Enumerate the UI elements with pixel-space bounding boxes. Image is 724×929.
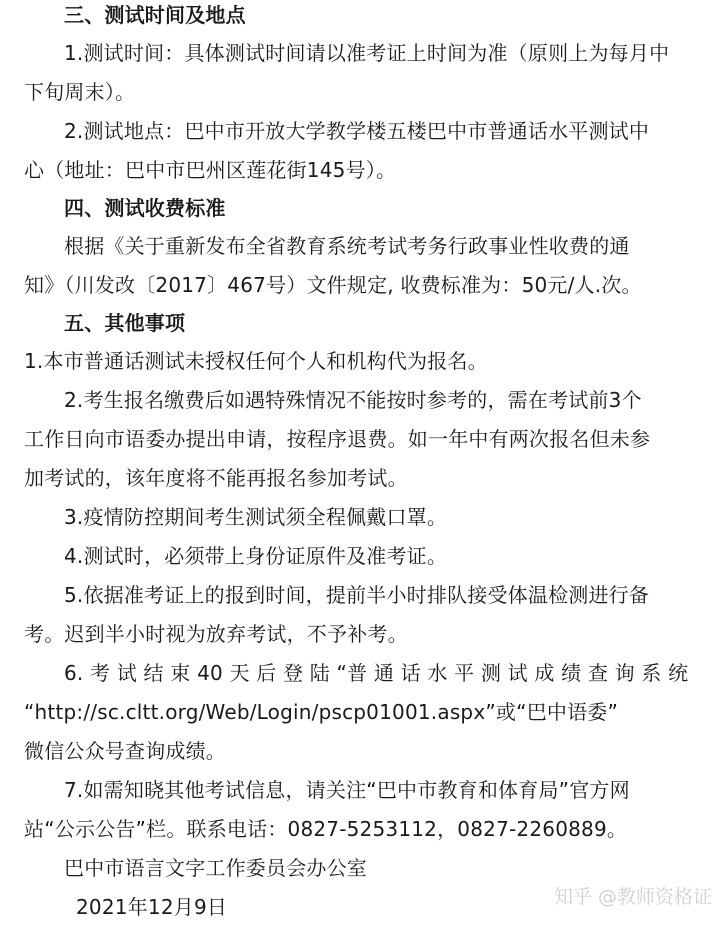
section-4-para-line-1: 根据《关于重新发布全省教育系统考试考务行政事业性收费的通 bbox=[64, 234, 630, 258]
issue-date: 2021年12月9日 bbox=[76, 895, 228, 919]
section-3-item-2-line-1: 2.测试地点：巴中市开放大学教学楼五楼巴中市普通话水平测试中 bbox=[64, 119, 650, 143]
section-5-item-7-line-1: 7.如需知晓其他考试信息，请关注“巴中市教育和体育局”官方网 bbox=[64, 778, 630, 802]
section-5-item-5-line-2: 考。迟到半小时视为放弃考试，不予补考。 bbox=[24, 622, 408, 646]
section-5-item-6-line-2: “http://sc.cltt.org/Web/Login/pscp01001.aspx”或“巴中语委” bbox=[24, 700, 619, 724]
section-5-item-2-line-1: 2.考生报名缴费后如遇特殊情况不能按时参考的，需在考试前3个 bbox=[64, 388, 642, 412]
section-5-item-3: 3.疫情防控期间考生测试须全程佩戴口罩。 bbox=[64, 505, 448, 529]
zhihu-watermark: 知乎 @教师资格证 bbox=[553, 886, 712, 908]
section-4-heading: 四、测试收费标准 bbox=[64, 196, 226, 220]
section-5-item-2-line-2: 工作日向市语委办提出申请，按程序退费。如一年中有两次报名但未参 bbox=[24, 427, 651, 451]
section-5-item-7-line-2: 站“公示公告”栏。联系电话：0827-5253112，0827-2260889。 bbox=[24, 817, 628, 841]
section-3-item-2-line-2: 心（地址：巴中市巴州区莲花街145号）。 bbox=[24, 158, 397, 182]
section-5-item-4: 4.测试时，必须带上身份证原件及准考证。 bbox=[64, 544, 448, 568]
section-3-item-1-line-2: 下旬周末）。 bbox=[24, 80, 136, 104]
section-3-item-1-line-1: 1.测试时间：具体测试时间请以准考证上时间为准（原则上为每月中 bbox=[64, 41, 670, 65]
section-5-item-6-line-3: 微信公众号查询成绩。 bbox=[24, 739, 226, 763]
section-5-item-1: 1.本市普通话测试未授权任何个人和机构代为报名。 bbox=[24, 349, 488, 373]
section-3-heading: 三、测试时间及地点 bbox=[64, 3, 246, 27]
section-5-item-5-line-1: 5.依据准考证上的报到时间，提前半小时排队接受体温检测进行备 bbox=[64, 583, 650, 607]
section-4-para-line-2: 知》（川发改〔2017〕467号）文件规定, 收费标准为：50元/人.次。 bbox=[24, 273, 642, 297]
section-5-item-2-line-3: 加考试的，该年度将不能再报名参加考试。 bbox=[24, 466, 408, 490]
section-5-heading: 五、其他事项 bbox=[64, 311, 186, 335]
issuing-office: 巴中市语言文字工作委员会办公室 bbox=[64, 856, 367, 880]
section-5-item-6-line-1: 6. 考 试 结 束 40 天 后 登 陆 “普 通 话 水 平 测 试 成 绩 查 询 系 统 bbox=[64, 661, 689, 685]
